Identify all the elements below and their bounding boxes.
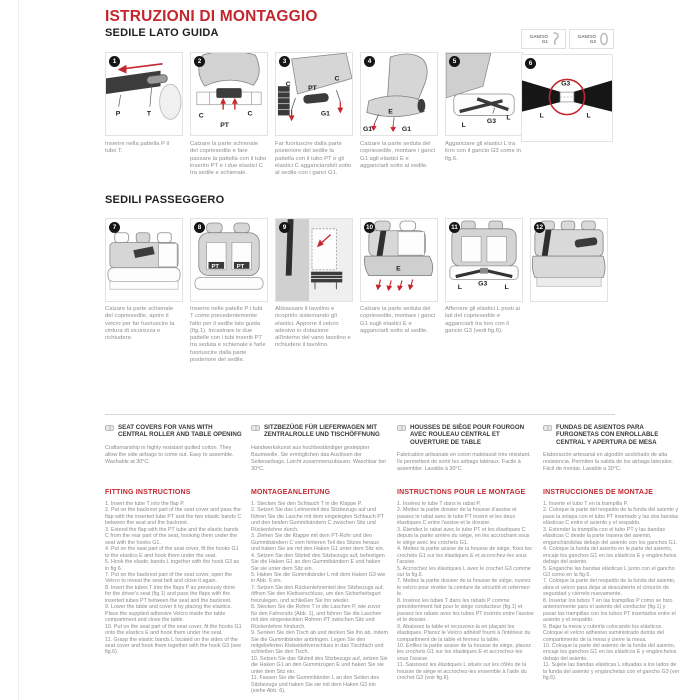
figure-2-caption: Calzare la parte schienale del copriesedile e fare passare la pattella con il tubo inserito PT e i due elastici C tra sedile e schienale.: [190, 141, 267, 177]
svg-text:G1: G1: [320, 110, 330, 118]
svg-text:L: L: [539, 112, 544, 120]
figure-3-number: 3: [279, 56, 290, 67]
description-en-body: Craftsmanship in highly resistant quilted cotton. They allow the side airbags to come out. Easy to assemble. Washable at 30°C.: [105, 444, 234, 465]
svg-text:PT: PT: [236, 263, 245, 270]
hook-legend-g3: [569, 29, 614, 49]
svg-text:PT: PT: [308, 85, 317, 93]
instruction-step: 3. Extender la trampilla con el tubo PT y las bandas elásticas C desde la parte trasera del asiento, enganchándolas debajo del asiento con los ganchos G1.: [543, 526, 678, 546]
instruction-step: 9. Senken Sie den Tisch ab und decken Sie ihn ab, indem Sie die Gummibänder anbringen. Legen Sie den mitgelieferten Klebeklettverschluss in das Tischfach und schließen Sie den Tisch.: [251, 630, 388, 656]
instructions-fr-title: INSTRUCTIONS POUR LE MONTAGE: [397, 489, 526, 496]
instruction-step: 4. Mettez la partie assise de la housse de siège, fixez les crochets G1 sur les élastiques E et accrochez-les sous l'assise.: [397, 546, 532, 566]
page-title: ISTRUZIONI DI MONTAGGIO: [105, 8, 318, 25]
figure-11-number: 11: [449, 222, 460, 233]
hook-g1-code: G1: [541, 39, 548, 44]
instruction-step: 2. Put on the backrest part of the seat cover and pass the flap with the inserted tube PT and the two elastic bands C between the seat and the backrest.: [105, 507, 242, 527]
figure-2-number: 2: [194, 56, 205, 67]
svg-text:L: L: [506, 114, 511, 122]
figure-3-caption: Far fuoriuscire dalla parte posteriore del sedile la pattella con il tubo PT e gli elastici C agganciandoli sotto al sedile con i ganci G1.: [275, 141, 352, 177]
svg-text:G3: G3: [478, 280, 488, 288]
driver-seat-section-title: SEDILE LATO GUIDA: [105, 27, 219, 39]
hook-legend-g1: [521, 29, 566, 49]
description-de-title: SITZBEZÜGE FÜR LIEFERWAGEN MIT ZENTRALROLLE UND TISCHÖFFNUNG: [264, 424, 380, 439]
figure-7: [105, 218, 183, 302]
hook-g1-label: GANCIO: [529, 33, 548, 39]
page-fold-line: [18, 0, 19, 700]
description-de: [251, 424, 388, 473]
svg-text:P: P: [115, 110, 121, 118]
instruction-step: 10. Setzen Sie das Sitzteil des Sitzbezugs auf, setzen Sie die Haken G1 an den Gummizügen E und haken Sie sie unter dem Sitz ein.: [251, 655, 388, 675]
description-de-body: Handwerkskunst aus hochbeständiger gesteppter Baumwolle. Sie ermöglichen das Auslösen der Seitenairbags. Leicht zusammenzubauen. Waschbar bei 30°C.: [251, 444, 386, 472]
svg-text:G1: G1: [362, 126, 373, 134]
instruction-step: 4. Put on the seat part of the seat cover, fit the hooks G1 to the elastics E and hook them under the seat.: [105, 546, 239, 559]
instruction-step: 1. Stecken Sie den Schlauch T in die Klappe P.: [251, 501, 363, 507]
instructions-en-steps: [105, 501, 242, 656]
description-en: [105, 424, 242, 466]
instruction-step: 1. Insert the tube T into the flap P.: [105, 501, 185, 507]
svg-text:PT: PT: [220, 122, 229, 130]
svg-text:T: T: [146, 110, 152, 118]
figure-4-number: 4: [364, 56, 375, 67]
figure-10-number: 10: [365, 224, 374, 231]
instruction-step: 8. Insertar los tubos T en las trampillas P como se hizo anteriormente para el asiento del conductor (fig.1) y pasar las trampillas con los tubos PT insertados entre el asiento y el respaldo.: [543, 597, 676, 624]
description-es-title: FUNDAS DE ASIENTOS PARA FURGONETAS CON ENROLLABLE CENTRAL Y APERTURA DE MESA: [556, 424, 659, 446]
instruction-step: 11. Saisissez les élastiques L situés sur les côtés de la housse de siège et accrochez-les ensemble à l'aide du crochet G3 (voir fig.6).: [397, 662, 527, 682]
figure-5-caption: Agganciare gli elastici L tra loro con il gancio G3 come in fig.6.: [445, 141, 521, 162]
instruction-step: 7. Mettez la partie dossier de la housse de siège, ouvrez le velcro pour révéler la ceinture de sécurité et refermez-le.: [397, 578, 531, 598]
svg-text:C: C: [334, 75, 340, 83]
instruction-step: 11. Sujete las bandas elásticas L situadas a los lados de la funda del asiento y engánchelas con el gancho G3 (ver fig.6).: [543, 662, 680, 682]
description-fr-body: Fabrication artisanale en coton matelassé très résistant. Ils permettent de sortir les airbags latéraux. Facile à assembler. Lavable à 30°C.: [397, 452, 531, 473]
svg-text:G3: G3: [486, 118, 497, 126]
instruction-step: 8. Insert the tubes T into the flaps P as previously done for the driver's seat (fig.1) and pass the flaps with the inserted tubes PT between the seat and the backrest.: [105, 584, 236, 604]
instructions-es-steps: [543, 501, 680, 682]
figure-6-illustration: [522, 55, 612, 141]
figure-1-number: 1: [109, 56, 120, 67]
section-divider: [105, 414, 615, 415]
figure-4: [360, 52, 438, 136]
svg-text:L: L: [461, 122, 466, 130]
description-es: [543, 424, 680, 473]
figure-8: [190, 218, 268, 302]
svg-text:C: C: [247, 110, 253, 118]
flag-es-icon: [543, 425, 552, 431]
instruction-step: 10. Enfilez la partie assise de la housse de siège, placez les crochets G1 sur les élastiques E et accrochez-les sous l'assise.: [397, 642, 531, 662]
instruction-step: 3. Étendez le rabat avec le tube PT et les élastiques C depuis la partie arrière du siège, en les accrochant sous le siège avec les crochets G1.: [397, 526, 530, 546]
hook-g3-icon: [599, 32, 609, 46]
figure-8-number: 8: [194, 222, 205, 233]
instructions-de-title: MONTAGEANLEITUNG: [251, 489, 331, 496]
instruction-step: 5. Enganche las bandas elásticas L junto con el gancho G3 como en la fig.6.: [543, 565, 675, 578]
figure-9-number: 9: [279, 222, 290, 233]
hook-g3-label: GANCIO: [577, 33, 596, 39]
instruction-step: 7. Setzen Sie den Rückenlehnenteil des Sitzbezugs auf, öffnen Sie den Klettverschluss, um den Sicherheitsgurt freizulegen, und schließen Sie ihn wieder.: [251, 584, 384, 604]
flag-en-icon: [105, 425, 114, 431]
instruction-step: 3. Ziehen Sie die Klappe mit dem PT-Rohr und den Gummibändern C vom hinteren Teil des Sitzes heraus und haken Sie sie mit den Haken G1 unter dem Sitz ein.: [251, 533, 385, 553]
hook-g3-code: G3: [589, 39, 596, 44]
flag-de-icon: [251, 425, 260, 431]
figure-7-caption: Calzare la parte schienale del copriesedile, aprire il velcro per far fuoriuscire la cintura di sicurezza e richiudere.: [105, 306, 175, 342]
instruction-step: 5. Haken Sie die Gummibänder L mit dem Haken G3 wie in Abb. 6 ein.: [251, 571, 386, 585]
instruction-step: 9. Abaissez la table et recouvrez-la en plaçant les élastiques. Placez le Velcro adhésif fourni à l'intérieur du compartiment de la table et fermez la table.: [397, 623, 531, 643]
description-en-title: SEAT COVERS FOR VANS WITH CENTRAL ROLLER AND TABLE OPENING: [118, 424, 242, 439]
instructions-es-title: INSTRUCCIONES DE MONTAJE: [543, 489, 654, 496]
figure-8-caption: Inserire nelle patelle P i tubi T come precedentemente fatto per il sedile lato guida (fig.1). Incastrare le due pattelle con i tubi inseriti PT tra seduta e schienale e farle fuoriuscire dalla parte posteriore del sedile.: [190, 306, 266, 364]
svg-text:L: L: [457, 284, 462, 292]
figure-10-caption: Calzare la parte seduta del copriesedile, montare i ganci G1 sugli elastici E e agganciarli sotto al sedile.: [360, 306, 435, 334]
instruction-step: 4. Coloque la funda del asiento en la parte del asiento, encaje los ganchos G1 en los elásticos E y engánchelos debajo del asiento.: [543, 546, 677, 566]
instruction-step: 11. Grasp the elastic bands L located on the sides of the seat cover and hook them together with the hook G3 (see fig.6).: [105, 636, 242, 656]
instruction-step: 7. Put on the backrest part of the seat cover, open the Velcro to reveal the seat belt and close it again.: [105, 571, 233, 585]
svg-text:E: E: [396, 265, 401, 273]
description-fr-title: HOUSSES DE SIÈGE POUR FOURGON AVEC ROULEAU CENTRAL ET OUVERTURE DE TABLE: [410, 424, 525, 446]
hook-g1-icon: [551, 32, 561, 46]
figure-1: [105, 52, 183, 136]
figure-6: [521, 54, 613, 142]
figure-9: [275, 218, 353, 302]
passenger-seat-section-title: SEDILI PASSEGGERO: [105, 194, 225, 206]
instruction-step: 5. Accrochez les élastiques L avec le crochet G3 comme sur la fig.6.: [397, 565, 531, 578]
description-es-body: Elaboración artesanal en algodón acolchado de alta resistencia. Permiten la salida de los airbags laterales. Fácil de montar. Lavable a 30°C.: [543, 452, 674, 473]
figure-12-number: 12: [535, 224, 544, 231]
instruction-step: 4. Setzen Sie den Sitzteil des Sitzbezugs auf, befestigen Sie die Haken G1 an den Gummibändern E und haken Sie sie unter dem Sitz ein.: [251, 552, 385, 572]
figure-4-caption: Calzare la parte seduta del copriesedile, montare i ganci G1 agli elastici E e agganciarli sotto al sedile.: [360, 141, 435, 169]
instruction-step: 5. Hook the elastic bands L together with the hook G3 as in fig 6.: [105, 559, 240, 572]
instructions-en: [105, 489, 242, 656]
figure-5-number: 5: [449, 56, 460, 67]
instruction-step: 2. Coloque la parte del respaldo de la funda del asiento y pase la solapa con el tubo PT insertado y las dos bandas elásticas C entre el asiento y el respaldo.: [543, 507, 679, 527]
instructions-fr: [397, 489, 534, 682]
svg-text:C: C: [285, 81, 291, 89]
instruction-step: 7. Coloque la parte del respaldo de la funda del asiento, abra el velcro para dejar al descubierto el cinturón de seguridad y ciérrelo nuevamente.: [543, 578, 676, 598]
instruction-step: 10. Coloque la parte del asiento de la funda del asiento, encaje los ganchos G1 en los elásticos E y engánchelos debajo del asiento.: [543, 642, 677, 662]
figure-7-number: 7: [109, 222, 120, 233]
instruction-step: 1. Inserte el tubo T en la trampilla P.: [543, 501, 628, 507]
figure-12: [530, 218, 608, 302]
description-fr: [397, 424, 534, 473]
figure-10: [360, 218, 438, 302]
instruction-step: 2. Setzen Sie das Lehnenteil des Sitzbezugs auf und führen Sie die Lasche mit dem eingelegten Schlauch PT und den beiden Gummibändern C zwischen Sitz und Rückenlehne durch.: [251, 507, 384, 533]
figure-11: [445, 218, 523, 302]
figure-11-caption: Afferrare gli elastici L posti ai lati del copriesedile e agganciarli tra loro con il gancio G3 (vedi fig.6).: [445, 306, 520, 334]
instruction-step: 2. Mettez la partie dossier de la housse d'assise et passez le rabat avec le tube PT inséré et les deux élastiques C entre l'assise et le dossier.: [397, 507, 517, 527]
flag-fr-icon: [397, 425, 406, 431]
figure-2: [190, 52, 268, 136]
instructions-fr-steps: [397, 501, 534, 682]
instruction-step: 11. Fassen Sie die Gummibänder L an den Seiten des Sitzbezugs und haken Sie sie mit dem Haken G3 ein (siehe Abb. 6).: [251, 675, 380, 695]
instructions-en-title: FITTING INSTRUCTIONS: [105, 489, 191, 496]
svg-text:G3: G3: [561, 80, 571, 88]
instruction-step: 8. Insérez les tubes T dans les rabats P comme précédemment fait pour le siège conducteur (fig.1) et passez les rabats avec les tubes PT insérés entre l'assise et le dossier.: [397, 597, 534, 624]
figure-3: [275, 52, 353, 136]
figure-1-caption: Inserire nella pattella P il tubo T.: [105, 141, 170, 155]
svg-text:L: L: [586, 112, 591, 120]
svg-text:E: E: [388, 108, 393, 116]
instruction-step: 10. Put on the seat part of the seat cover, fit the hooks G1 onto the elastics E and hook them under the seat.: [105, 623, 242, 637]
svg-text:C: C: [198, 112, 204, 120]
instructions-de: [251, 489, 388, 695]
instruction-step: 3. Extend the flap with the PT tube and the elastic bands C from the rear part of the seat, hooking them under the seat with the hooks G1.: [105, 526, 239, 546]
svg-text:G1: G1: [401, 126, 412, 134]
svg-text:L: L: [504, 284, 509, 292]
instruction-step: 8. Stecken Sie die Rohre T in die Laschen P, wie zuvor für den Fahrersitz (Abb. 1), und führen Sie die Laschen mit den eingesteckten Rohren PT zwischen Sitz und Rückenlehne hindurch.: [251, 604, 382, 630]
figure-5: [445, 52, 523, 136]
instruction-step: 9. Bajar la mesa y cubrirla colocando los elásticos. Coloque el velcro adhesivo suministrado detrás del compartimento de la mesa y cierre la mesa.: [543, 623, 664, 643]
figure-9-caption: Abbassare il tavolino e ricoprirlo sistemando gli elastici. Apporre il velcro adesivo in dotazione all'interno del vano tavolino e richiudere il tavolino.: [275, 306, 351, 349]
figure-6-number: 6: [525, 58, 536, 69]
instruction-step: 1. Insérez le tube T dans le rabat P.: [397, 501, 481, 507]
instructions-es: [543, 489, 680, 682]
svg-text:PT: PT: [211, 263, 219, 270]
instructions-de-steps: [251, 501, 388, 695]
instruction-step: 9. Lower the table and cover it by placing the elastics. Place the supplied adhesive Velcro inside the table compartment and close the table.: [105, 604, 232, 624]
